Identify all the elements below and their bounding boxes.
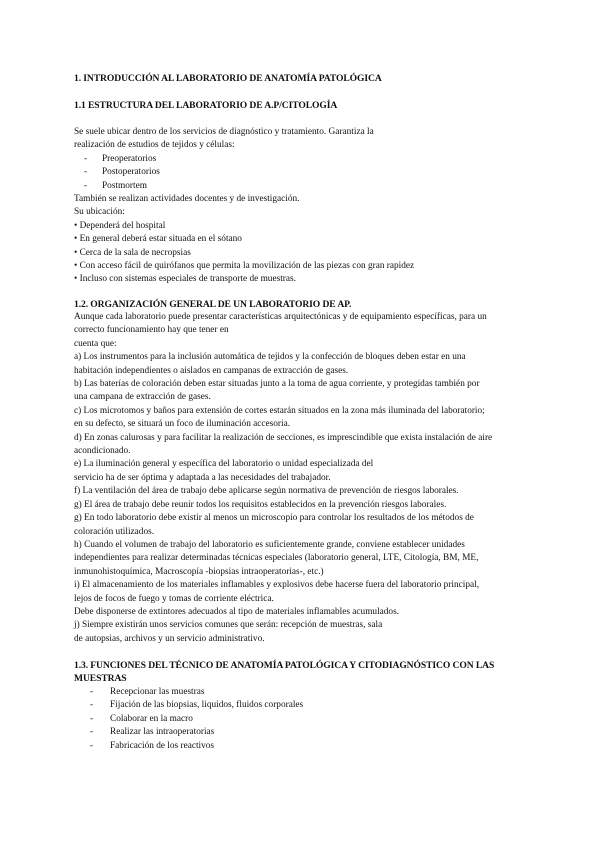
paragraph-line: coloración utilizados. <box>74 526 155 537</box>
section-1-3-title-line: 1.3. FUNCIONES DEL TÉCNICO DE ANATOMÍA PATOLÓGICA Y CITODIAGNÓSTICO CON LAS <box>74 660 495 671</box>
paragraph-line: c) Los microtomos y baños para extensión de cortes estarán situados en la zona más iluminada del laboratorio; <box>74 405 485 416</box>
list-item: - Postoperatorios <box>74 166 534 179</box>
list-item: - Postmortem <box>74 180 534 193</box>
paragraph-line: g) El área de trabajo debe reunir todos los requisitos establecidos en la prevención riesgos laborales. <box>74 499 447 510</box>
paragraph-line: También se realizan actividades docentes y de investigación. <box>74 194 300 205</box>
section-1-3-title <box>74 659 534 686</box>
list-item: - Preoperatorios <box>74 153 534 166</box>
list-item: - Fijación de las biopsias, liquidos, fluidos corporales <box>74 699 534 712</box>
paragraph-line: e) La iluminación general y específica del laboratorio o unidad especializada del <box>74 459 374 470</box>
location-label: Su ubicación: <box>74 207 125 218</box>
paragraph-line: f) La ventilación del área de trabajo debe aplicarse según normativa de prevención de riesgos laborales. <box>74 486 459 497</box>
paragraph-line: de autopsias, archivos y un servicio administrativo. <box>74 633 265 644</box>
section-1-2-title: 1.2. ORGANIZACIÓN GENERAL DE UN LABORATORIO DE AP. <box>74 299 352 310</box>
list-item: • Incluso con sistemas especiales de transporte de muestras. <box>74 273 534 286</box>
paragraph-line: j) Siempre existirán unos servicios comunes que serán: recepción de muestras, sala <box>74 620 383 631</box>
stages-list <box>74 153 534 193</box>
paragraph-line: h) Cuando el volumen de trabajo del laboratorio es suficientemente grande, conviene establecer unidades <box>74 539 465 550</box>
paragraph-line: habitación independientes o aislados en campanas de extracción de gases. <box>74 365 349 376</box>
main-heading: 1. INTRODUCCIÓN AL LABORATORIO DE ANATOMÍA PATOLÓGICA <box>74 73 382 84</box>
list-item: • Con acceso fácil de quirófanos que permita la movilización de las piezas con gran rapidez <box>74 260 534 273</box>
section-1-3-title-line: MUESTRAS <box>74 673 127 685</box>
paragraph-line: realización de estudios de tejidos y células: <box>74 140 235 151</box>
section-1-1-title: 1.1 ESTRUCTURA DEL LABORATORIO DE A.P/CITOLOGÍA <box>74 100 338 111</box>
paragraph-line: Se suele ubicar dentro de los servicios de diagnóstico y tratamiento. Garantiza la <box>74 127 374 137</box>
paragraph-line: i) El almacenamiento de los materiales inflamables y explosivos debe hacerse fuera del laboratorio principal, <box>74 580 480 591</box>
functions-list <box>74 686 534 753</box>
list-item: • Cerca de la sala de necropsias <box>74 247 534 260</box>
paragraph-line: Debe disponerse de extintores adecuados al tipo de materiales inflamables acumulados. <box>74 606 400 617</box>
list-item: - Colaborar en la macro <box>74 713 534 726</box>
paragraph-line: g) En todo laboratorio debe existir al menos un microscopio para controlar los resultados de los métodos de <box>74 513 474 524</box>
paragraph-line: d) En zonas calurosas y para facilitar la realización de secciones, es imprescindible que exista instalación de aire <box>74 432 493 443</box>
section-1-3-body <box>74 686 534 753</box>
paragraph-line: cuenta que: <box>74 338 117 349</box>
section-1-1-body <box>74 126 534 287</box>
list-item: - Realizar las intraoperatorias <box>74 726 534 739</box>
paragraph-line: servicio ha de ser óptima y adaptada a las necesidades del trabajador. <box>74 472 331 483</box>
list-item: - Fabricación de los reactivos <box>74 740 534 753</box>
paragraph-line: acondicionado. <box>74 446 131 457</box>
paragraph-line: independientes para realizar determinadas técnicas especiales (laboratorio general, LTE, Citología, BM, ME, <box>74 553 479 564</box>
paragraph-line: en su defecto, se situará un foco de iluminación accesoria. <box>74 419 291 430</box>
paragraph-line: correcto funcionamiento hay que tener en <box>74 325 229 336</box>
paragraph-line: Aunque cada laboratorio puede presentar características arquitectónicas y de equipamiento específicas, para un <box>74 312 487 322</box>
paragraph-line: inmunohistoquímica, Macroscopía -biopsias intraoperatorias-, etc.) <box>74 566 324 577</box>
section-1-2-body <box>74 311 534 646</box>
location-list <box>74 220 534 287</box>
list-item: • Dependerá del hospital <box>74 220 534 233</box>
list-item: - Recepcionar las muestras <box>74 686 534 699</box>
paragraph-line: a) Los instrumentos para la inclusión automática de tejidos y la confección de bloques deben estar en una <box>74 352 466 363</box>
paragraph-line: b) Las baterías de coloración deben estar situadas junto a la toma de agua corriente, y protegidas también por <box>74 379 480 390</box>
paragraph-line: una campana de extracción de gases. <box>74 392 211 403</box>
paragraph-line: lejos de focos de fuego y tomas de corriente eléctrica. <box>74 593 274 604</box>
list-item: • En general deberá estar situada en el sótano <box>74 233 534 246</box>
